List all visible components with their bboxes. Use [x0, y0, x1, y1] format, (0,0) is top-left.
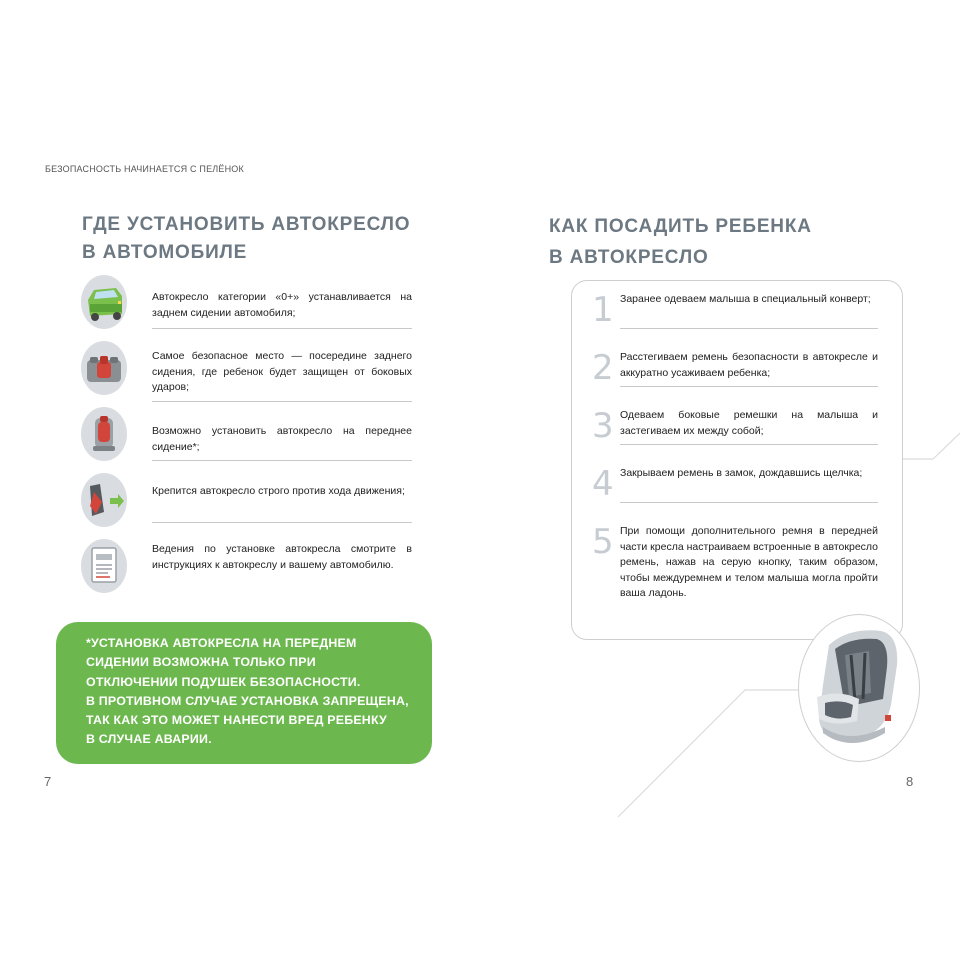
rear-seat-icon: [80, 340, 128, 396]
manual-icon: [80, 538, 128, 594]
tip-text: Крепится автокресло строго против хода движения;: [152, 485, 405, 497]
step-text: При помощи дополнительного ремня в передней части кресла настраиваем встроенные в автокресло ремень, нажав на серую кнопку, таким образом, чтобы междуремнем и телом малыша могла пройти ваша ладонь.: [620, 525, 878, 599]
divider: [152, 328, 412, 329]
tip-item: [80, 472, 412, 532]
step-number: 2: [592, 348, 614, 388]
divider: [152, 522, 412, 523]
left-title-line-1: ГДЕ УСТАНОВИТЬ АВТОКРЕСЛО: [82, 214, 411, 235]
tip-item: [80, 340, 412, 404]
car-seat-icon: [799, 615, 919, 761]
page-number-left: 7: [44, 774, 52, 789]
step-text: Одеваем боковые ремешки на малыша и застегиваем их между собой;: [620, 409, 878, 437]
divider: [620, 386, 878, 387]
car-icon: [80, 274, 128, 330]
tip-text: Автокресло категории «0+» устанавливается на заднем сидении автомобиля;: [152, 291, 412, 319]
note-line: ТАК КАК ЭТО МОЖЕТ НАНЕСТИ ВРЕД РЕБЕНКУ: [86, 713, 387, 728]
left-title-line-2: В АВТОМОБИЛЕ: [82, 242, 248, 263]
divider: [620, 328, 878, 329]
running-head: БЕЗОПАСНОСТЬ НАЧИНАЕТСЯ С ПЕЛЁНОК: [45, 164, 244, 174]
note-line: СИДЕНИИ ВОЗМОЖНА ТОЛЬКО ПРИ: [86, 655, 316, 670]
step-number: 1: [592, 290, 614, 330]
note-text: [86, 634, 426, 750]
step-text: Расстегиваем ремень безопасности в автокресле и аккуратно усаживаем ребенка;: [620, 351, 878, 379]
note-line: В ПРОТИВНОМ СЛУЧАЕ УСТАНОВКА ЗАПРЕЩЕНА,: [86, 693, 409, 708]
right-title-line-1: КАК ПОСАДИТЬ РЕБЕНКА: [549, 216, 812, 237]
step-number: 5: [592, 522, 614, 562]
note-line: *УСТАНОВКА АВТОКРЕСЛА НА ПЕРЕДНЕМ: [86, 636, 357, 650]
left-page-title: [82, 211, 410, 267]
right-page-title: [549, 211, 812, 273]
front-seat-icon: [80, 406, 128, 462]
right-title-line-2: В АВТОКРЕСЛО: [549, 247, 709, 268]
tip-text: Ведения по установке автокресла смотрите в инструкциях к автокреслу и вашему автомобилю.: [152, 543, 412, 571]
car-seat-illustration: [798, 614, 920, 762]
rear-facing-seat-icon: [80, 472, 128, 528]
tip-item: [80, 406, 412, 466]
divider: [620, 502, 878, 503]
divider: [620, 444, 878, 445]
step-text: Закрываем ремень в замок, дождавшись щелчка;: [620, 467, 863, 479]
tip-item: [80, 274, 412, 334]
front-seat-warning-note: [56, 622, 432, 764]
divider: [152, 460, 412, 461]
divider: [152, 401, 412, 402]
tip-text: Возможно установить автокресло на переднее сидение*;: [152, 425, 412, 453]
steps-card: [571, 280, 903, 640]
step-number: 3: [592, 406, 614, 446]
step-number: 4: [592, 464, 614, 504]
note-line: ОТКЛЮЧЕНИИ ПОДУШЕК БЕЗОПАСНОСТИ.: [86, 674, 361, 689]
tip-item: [80, 538, 412, 602]
page-number-right: 8: [906, 774, 914, 789]
note-line: В СЛУЧАЕ АВАРИИ.: [86, 732, 212, 747]
step-text: Заранее одеваем малыша в специальный конверт;: [620, 293, 871, 305]
tip-text: Самое безопасное место — посередине заднего сидения, где ребенок будет защищен от боковых ударов;: [152, 350, 412, 393]
